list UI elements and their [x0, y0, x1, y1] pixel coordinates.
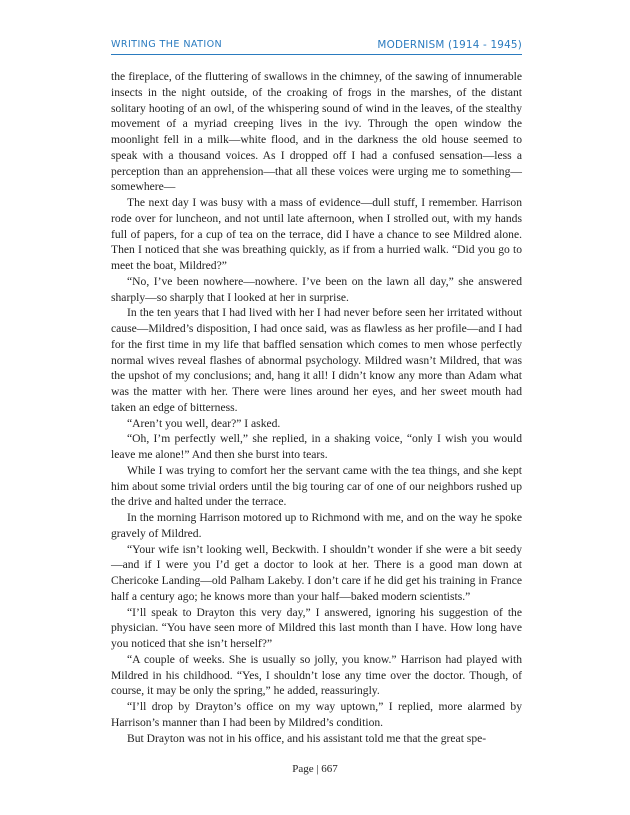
paragraph: “Aren’t you well, dear?” I asked. — [127, 416, 281, 430]
body-text — [111, 69, 522, 746]
paragraph: “I’ll drop by Drayton’s office on my way uptown,” I replied, more alarmed by Harrison’s manner than I had been by Mildred’s condition. — [111, 700, 522, 729]
page-number: Page | 667 — [292, 763, 338, 775]
paragraph: “A couple of weeks. She is usually so jolly, you know.” Harrison had played with Mildred in his childhood. “Yes, I shouldn’t lose any time over the doctor. Though, of course, it may be only the spring,” he added, reassuringly. — [111, 652, 522, 698]
header-series-title: WRITING THE NATION — [111, 39, 223, 50]
paragraph: But Drayton was not in his office, and his assistant told me that the great spe- — [127, 731, 487, 745]
header-section-title: MODERNISM (1914 - 1945) — [377, 39, 522, 51]
paragraph: the fireplace, of the fluttering of swallows in the chimney, of the sawing of innumerable insects in the night outside, of the croaking of frogs in the marshes, of the distant solitary hooting of an owl, of the whispering sound of wind in the leaves, of the stealthy movement of a myriad creeping lives in the ivy. Through the open window the moonlight fell in a milk—white flood, and in the darkness the old house seemed to speak with a thousand voices. As I dropped off I had a confused sensation—less a perception than an apprehension—that all these voices were urging me to something—somewhere— — [111, 70, 522, 194]
paragraph: “I’ll speak to Drayton this very day,” I answered, ignoring his suggestion of the physician. “You have seen more of Mildred this last month than I have. How long have you noticed that she isn’t herself?” — [111, 605, 522, 650]
paragraph: In the ten years that I had lived with her I had never before seen her irritated without cause—Mildred’s disposition, I had once said, was as flawless as her profile—and I had for the first time in my life that baffled sensation which comes to men whose perfectly normal wives reveal flashes of abnormal psychology. Mildred wasn’t Mildred, that was the upshot of my conclusions; and, hang it all! I didn’t know any more than Adam what was the matter with her. There were lines around her eyes, and her sweet mouth had taken an edge of bitterness. — [111, 306, 522, 414]
paragraph: In the morning Harrison motored up to Richmond with me, and on the way he spoke gravely of Mildred. — [111, 511, 522, 540]
header-rule — [111, 54, 522, 55]
paragraph: “Your wife isn’t looking well, Beckwith. I shouldn’t wonder if she were a bit seedy—and if I were you I’d get a doctor to look at her. There is a good man down at Chericoke Landing—old Palham Lakeby. I don’t care if he did get his training in France half a century ago; he knows more than your half—baked modern scientists.” — [111, 542, 522, 603]
paragraph: “Oh, I’m perfectly well,” she replied, in a shaking voice, “only I wish you would leave me alone!” And then she burst into tears. — [111, 432, 522, 461]
paragraph: The next day I was busy with a mass of evidence—dull stuff, I remember. Harrison rode over for luncheon, and not until late afternoon, when I strolled out, with my hands full of papers, for a cup of tea on the terrace, did I have a chance to see Mildred alone. Then I noticed that she was breathing quickly, as if from a hurried walk. “Did you go to meet the boat, Mildred?” — [111, 196, 522, 272]
paragraph: “No, I’ve been nowhere—nowhere. I’ve been on the lawn all day,” she answered sharply—so sharply that I looked at her in surprise. — [111, 274, 522, 304]
paragraph: While I was trying to comfort her the servant came with the tea things, and she kept him about some trivial orders until the big touring car of one of our neighbors rushed up the drive and halted under the terrace. — [111, 463, 522, 509]
